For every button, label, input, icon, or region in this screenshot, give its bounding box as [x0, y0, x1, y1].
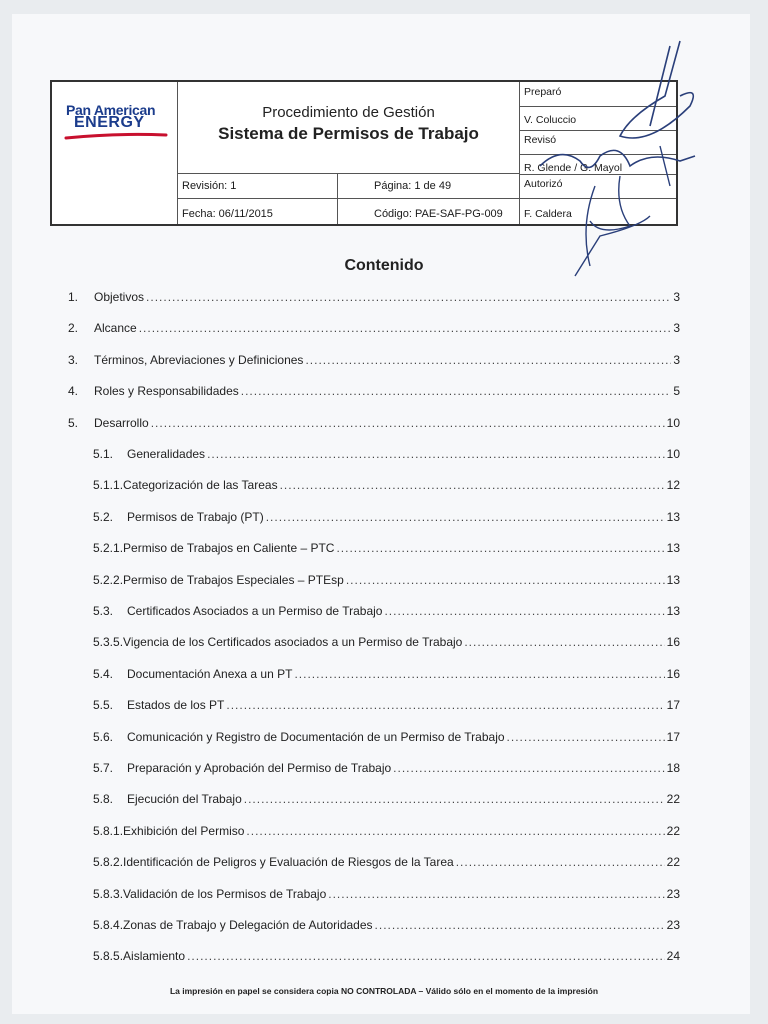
- toc-entry-label: Objetivos: [94, 290, 145, 304]
- toc-dot-leader: [241, 384, 672, 398]
- codigo: Código: PAE-SAF-PG-009: [374, 208, 503, 220]
- contents-title: Contenido: [344, 257, 424, 274]
- toc-entry-number: 5.1.1.: [93, 478, 124, 493]
- toc-entry-label: Términos, Abreviaciones y Definiciones: [94, 352, 304, 367]
- toc-dot-leader: [226, 698, 664, 712]
- toc-entry-label: Preparación y Aprobación del Permiso de Trabajo: [127, 761, 392, 775]
- toc-entry-number: 4.: [68, 384, 79, 399]
- toc-entry-page: 24: [666, 949, 680, 964]
- toc-entry-page: 17: [666, 729, 680, 744]
- toc-entry[interactable]: [68, 290, 680, 310]
- toc-entry-label: Permisos de Trabajo (PT): [127, 509, 264, 524]
- approvals-cell: [520, 82, 676, 224]
- toc-entry-number: 5.3.5.: [93, 635, 124, 650]
- toc-entry-page: 23: [666, 918, 680, 932]
- toc-entry-number: 5.2.1.: [93, 541, 124, 556]
- toc-entry[interactable]: [93, 918, 680, 938]
- toc-entry-page: 3: [673, 321, 680, 336]
- toc-dot-leader: [375, 918, 665, 932]
- revision: Revisión: 1: [182, 180, 237, 192]
- autorizo-label: Autorizó: [524, 178, 563, 190]
- toc-dot-leader: [393, 761, 664, 775]
- toc-entry-label: Validación de los Permisos de Trabajo: [123, 886, 327, 901]
- toc-entry-page: 13: [666, 604, 680, 618]
- toc-dot-leader: [384, 604, 664, 618]
- toc-entry-number: 5.5.: [93, 698, 114, 713]
- title-line2: Sistema de Permisos de Trabajo: [218, 124, 479, 143]
- toc-entry-number: 5.8.5.: [93, 949, 124, 964]
- toc-entry[interactable]: [93, 604, 680, 624]
- toc-entry[interactable]: [68, 321, 680, 341]
- pagina: Página: 1 de 49: [374, 180, 452, 192]
- toc-dot-leader: [336, 541, 664, 555]
- toc-entry-page: 22: [666, 792, 680, 807]
- toc-entry[interactable]: [93, 667, 680, 687]
- toc-entry-number: 3.: [68, 352, 79, 367]
- document-title: [178, 82, 520, 174]
- toc-entry-number: 5.: [68, 415, 79, 430]
- toc-entry-number: 5.2.: [93, 509, 114, 524]
- toc-dot-leader: [328, 887, 664, 901]
- toc-entry[interactable]: [93, 698, 680, 718]
- toc-entry-number: 5.8.3.: [93, 886, 124, 901]
- toc-entry-number: 5.3.: [93, 604, 114, 618]
- toc-entry-page: 3: [673, 352, 680, 367]
- reviso-label: Revisó: [524, 134, 557, 146]
- toc-entry-label: Estados de los PT: [127, 698, 225, 713]
- toc-entry[interactable]: [68, 384, 680, 404]
- toc-entry-label: Certificados Asociados a un Permiso de Trabajo: [127, 604, 383, 618]
- toc-entry-number: 5.7.: [93, 761, 114, 775]
- toc-dot-leader: [151, 416, 665, 430]
- toc-entry[interactable]: [93, 510, 680, 530]
- toc-dot-leader: [266, 510, 665, 524]
- toc-entry-page: 13: [666, 541, 680, 556]
- document-header-table: [50, 80, 678, 226]
- toc-entry[interactable]: [93, 855, 680, 875]
- toc-entry[interactable]: [93, 730, 680, 750]
- footer-note: La impresión en papel se considera copia NO CONTROLADA – Válido sólo en el momento de la impresión: [169, 986, 599, 996]
- toc-dot-leader: [280, 478, 665, 492]
- toc-entry-label: Aislamiento: [123, 949, 186, 964]
- toc-entry-number: 5.8.2.: [93, 855, 124, 870]
- toc-entry-page: 22: [666, 855, 680, 870]
- toc-entry-label: Identificación de Peligros y Evaluación de Riesgos de la Tarea: [123, 855, 454, 870]
- toc-entry-label: Permiso de Trabajos en Caliente – PTC: [123, 541, 335, 556]
- toc-entry-page: 17: [666, 698, 680, 713]
- toc-entry-number: 5.4.: [93, 666, 114, 681]
- toc-dot-leader: [139, 321, 672, 335]
- toc-entry-page: 16: [666, 666, 680, 681]
- logo: [52, 82, 178, 224]
- preparo-name: V. Coluccio: [524, 114, 577, 126]
- toc-dot-leader: [146, 290, 671, 304]
- toc-entry-number: 5.1.: [93, 447, 114, 461]
- toc-entry-label: Roles y Responsabilidades: [94, 384, 239, 399]
- revision-cell: [178, 174, 338, 224]
- toc-entry-label: Comunicación y Registro de Documentación de un Permiso de Trabajo: [127, 729, 505, 744]
- title-line1: Procedimiento de Gestión: [262, 104, 435, 121]
- toc-entry-label: Vigencia de los Certificados asociados a un Permiso de Trabajo: [123, 635, 463, 650]
- toc-entry-number: 5.2.2.: [93, 572, 124, 587]
- toc-entry-label: Categorización de las Tareas: [123, 478, 278, 493]
- toc-entry-page: 10: [666, 447, 680, 461]
- toc-entry-number: 2.: [68, 321, 79, 336]
- toc-entry[interactable]: [93, 541, 680, 561]
- toc-dot-leader: [346, 573, 665, 587]
- fecha: Fecha: 06/11/2015: [182, 208, 273, 220]
- preparo-label: Preparó: [524, 86, 562, 98]
- toc-entry-label: Zonas de Trabajo y Delegación de Autoridades: [123, 918, 373, 932]
- toc-entry-page: 13: [666, 572, 680, 587]
- toc-entry-page: 12: [666, 478, 680, 493]
- logo-swoosh-icon: [64, 132, 168, 140]
- toc-entry-page: 13: [666, 509, 680, 524]
- toc-entry[interactable]: [68, 416, 680, 436]
- toc-entry-label: Desarrollo: [94, 415, 149, 430]
- toc-entry-label: Documentación Anexa a un PT: [127, 666, 293, 681]
- toc-entry[interactable]: [93, 573, 680, 593]
- toc-entry-label: Permiso de Trabajos Especiales – PTEsp: [123, 572, 344, 587]
- toc-entry-page: 10: [666, 415, 680, 430]
- toc-dot-leader: [187, 949, 665, 963]
- toc-entry-number: 5.6.: [93, 729, 114, 744]
- toc-entry[interactable]: [68, 353, 680, 373]
- toc-dot-leader: [294, 667, 664, 681]
- autorizo-name: F. Caldera: [524, 208, 572, 220]
- toc-entry-page: 3: [673, 290, 680, 304]
- toc-entry-number: 5.8.4.: [93, 918, 124, 932]
- toc-dot-leader: [305, 353, 671, 367]
- toc-dot-leader: [246, 824, 664, 838]
- toc-entry-label: Generalidades: [127, 447, 206, 461]
- toc-entry[interactable]: [93, 824, 680, 844]
- toc-dot-leader: [207, 447, 665, 461]
- reviso-name: R. Glende / G. Mayol: [524, 162, 623, 174]
- toc-entry-page: 5: [673, 384, 680, 399]
- toc-entry[interactable]: [93, 447, 680, 467]
- toc-entry[interactable]: [93, 478, 680, 498]
- toc-dot-leader: [464, 635, 664, 649]
- toc-dot-leader: [244, 792, 665, 806]
- toc-entry-page: 22: [666, 823, 680, 838]
- toc-entry-number: 1.: [68, 290, 79, 304]
- toc-dot-leader: [456, 855, 665, 869]
- toc-entry-number: 5.8.1.: [93, 823, 124, 838]
- toc-entry-page: 23: [666, 886, 680, 901]
- toc-entry[interactable]: [93, 887, 680, 907]
- toc-entry-label: Exhibición del Permiso: [123, 823, 245, 838]
- toc-entry-page: 18: [666, 761, 680, 775]
- toc-entry-page: 16: [666, 635, 680, 650]
- logo-line2: ENERGY: [74, 114, 145, 131]
- toc-entry-label: Ejecución del Trabajo: [127, 792, 242, 807]
- logo-line1: Pan American: [66, 102, 156, 118]
- toc-entry[interactable]: [93, 792, 680, 812]
- toc-dot-leader: [507, 730, 665, 744]
- toc-entry[interactable]: [93, 949, 680, 969]
- toc-entry[interactable]: [93, 761, 680, 781]
- toc-entry[interactable]: [93, 635, 680, 655]
- toc-entry-label: Alcance: [94, 321, 137, 336]
- toc-entry-number: 5.8.: [93, 792, 114, 807]
- pagina-cell: [338, 174, 520, 224]
